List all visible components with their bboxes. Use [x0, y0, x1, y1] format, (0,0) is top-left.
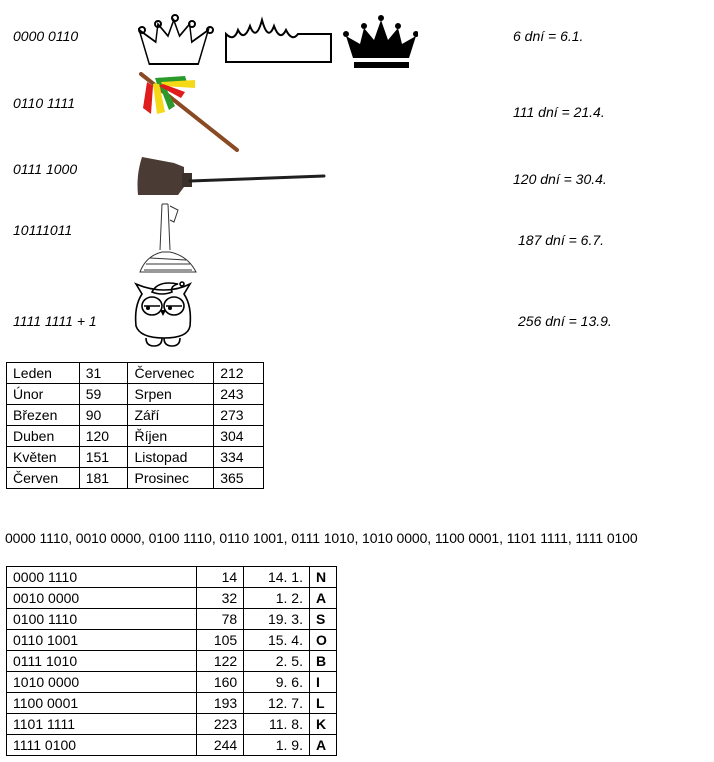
- month-name: Září: [128, 405, 214, 426]
- letter-value: A: [309, 588, 336, 609]
- letter-value: A: [309, 735, 336, 756]
- day-count: 120: [79, 426, 128, 447]
- sleepy-owl-icon: [132, 276, 196, 348]
- table-row: [7, 651, 337, 672]
- date-value: 15. 4.: [244, 630, 310, 651]
- table-row: [7, 384, 264, 405]
- day-count: 59: [79, 384, 128, 405]
- table-row: [7, 609, 337, 630]
- letter-value: B: [309, 651, 336, 672]
- month-name: Červen: [7, 468, 80, 489]
- binary-value: 1101 1111: [7, 714, 197, 735]
- day-count: 212: [214, 363, 264, 384]
- date-value: 2. 5.: [244, 651, 310, 672]
- decimal-value: 160: [197, 672, 244, 693]
- binary-code-3: 0111 1000: [13, 161, 78, 177]
- result-4: 187 dní = 6.7.: [518, 232, 605, 248]
- month-name: Červenec: [128, 363, 214, 384]
- day-count: 273: [214, 405, 264, 426]
- binary-value: 0111 1010: [7, 651, 197, 672]
- binary-value: 0110 1001: [7, 630, 197, 651]
- table-row: [7, 672, 337, 693]
- table-row: [7, 447, 264, 468]
- date-value: 12. 7.: [244, 693, 310, 714]
- binary-number-list: 0000 1110, 0010 0000, 0100 1110, 0110 1001, 0111 1010, 1010 0000, 1100 0001, 1101 1111, 1111 0100: [5, 530, 638, 546]
- binary-value: 1010 0000: [7, 672, 197, 693]
- day-count: 243: [214, 384, 264, 405]
- month-name: Leden: [7, 363, 80, 384]
- letter-value: S: [309, 609, 336, 630]
- month-name: Říjen: [128, 426, 214, 447]
- decimal-value: 122: [197, 651, 244, 672]
- decimal-value: 223: [197, 714, 244, 735]
- decimal-value: 244: [197, 735, 244, 756]
- binary-value: 0010 0000: [7, 588, 197, 609]
- decimal-value: 105: [197, 630, 244, 651]
- maypole-tree-icon: [136, 200, 202, 278]
- binary-code-5: 1111 1111 + 1: [13, 313, 97, 329]
- day-count: 31: [79, 363, 128, 384]
- binary-code-1: 0000 0110: [13, 28, 79, 44]
- month-name: Únor: [7, 384, 80, 405]
- letter-value: O: [309, 630, 336, 651]
- month-name: Srpen: [128, 384, 214, 405]
- result-5: 256 dní = 13.9.: [518, 313, 612, 329]
- table-row: [7, 735, 337, 756]
- result-2: 111 dní = 21.4.: [513, 104, 605, 120]
- date-value: 1. 2.: [244, 588, 310, 609]
- table-row: [7, 630, 337, 651]
- letter-value: K: [309, 714, 336, 735]
- table-row: [7, 714, 337, 735]
- date-value: 9. 6.: [244, 672, 310, 693]
- month-name: Březen: [7, 405, 80, 426]
- month-name: Listopad: [128, 447, 214, 468]
- solution-table: [6, 566, 337, 756]
- table-row: [7, 567, 337, 588]
- table-row: [7, 588, 337, 609]
- day-count: 304: [214, 426, 264, 447]
- decimal-value: 32: [197, 588, 244, 609]
- binary-value: 0100 1110: [7, 609, 197, 630]
- day-count: 181: [79, 468, 128, 489]
- decimal-value: 193: [197, 693, 244, 714]
- letter-value: N: [309, 567, 336, 588]
- date-value: 19. 3.: [244, 609, 310, 630]
- crowns-icon: [138, 12, 418, 72]
- decimal-value: 78: [197, 609, 244, 630]
- month-name: Květen: [7, 447, 80, 468]
- letter-value: I: [309, 672, 336, 693]
- table-row: [7, 468, 264, 489]
- binary-code-4: 10111011: [13, 222, 73, 238]
- binary-value: 1100 0001: [7, 693, 197, 714]
- table-row: [7, 426, 264, 447]
- binary-value: 0000 1110: [7, 567, 197, 588]
- day-count: 334: [214, 447, 264, 468]
- decimal-value: 14: [197, 567, 244, 588]
- letter-value: L: [309, 693, 336, 714]
- date-value: 11. 8.: [244, 714, 310, 735]
- result-3: 120 dní = 30.4.: [513, 171, 607, 187]
- day-count: 151: [79, 447, 128, 468]
- table-row: [7, 363, 264, 384]
- day-count: 365: [214, 468, 264, 489]
- table-row: [7, 405, 264, 426]
- month-name: Duben: [7, 426, 80, 447]
- date-value: 14. 1.: [244, 567, 310, 588]
- date-value: 1. 9.: [244, 735, 310, 756]
- table-row: [7, 693, 337, 714]
- result-1: 6 dní = 6.1.: [513, 28, 584, 44]
- month-name: Prosinec: [128, 468, 214, 489]
- easter-whip-icon: [135, 70, 245, 155]
- binary-value: 1111 0100: [7, 735, 197, 756]
- months-day-count-table: [6, 362, 264, 489]
- witch-broom-icon: [134, 155, 329, 200]
- binary-code-2: 0110 1111: [13, 95, 76, 111]
- day-count: 90: [79, 405, 128, 426]
